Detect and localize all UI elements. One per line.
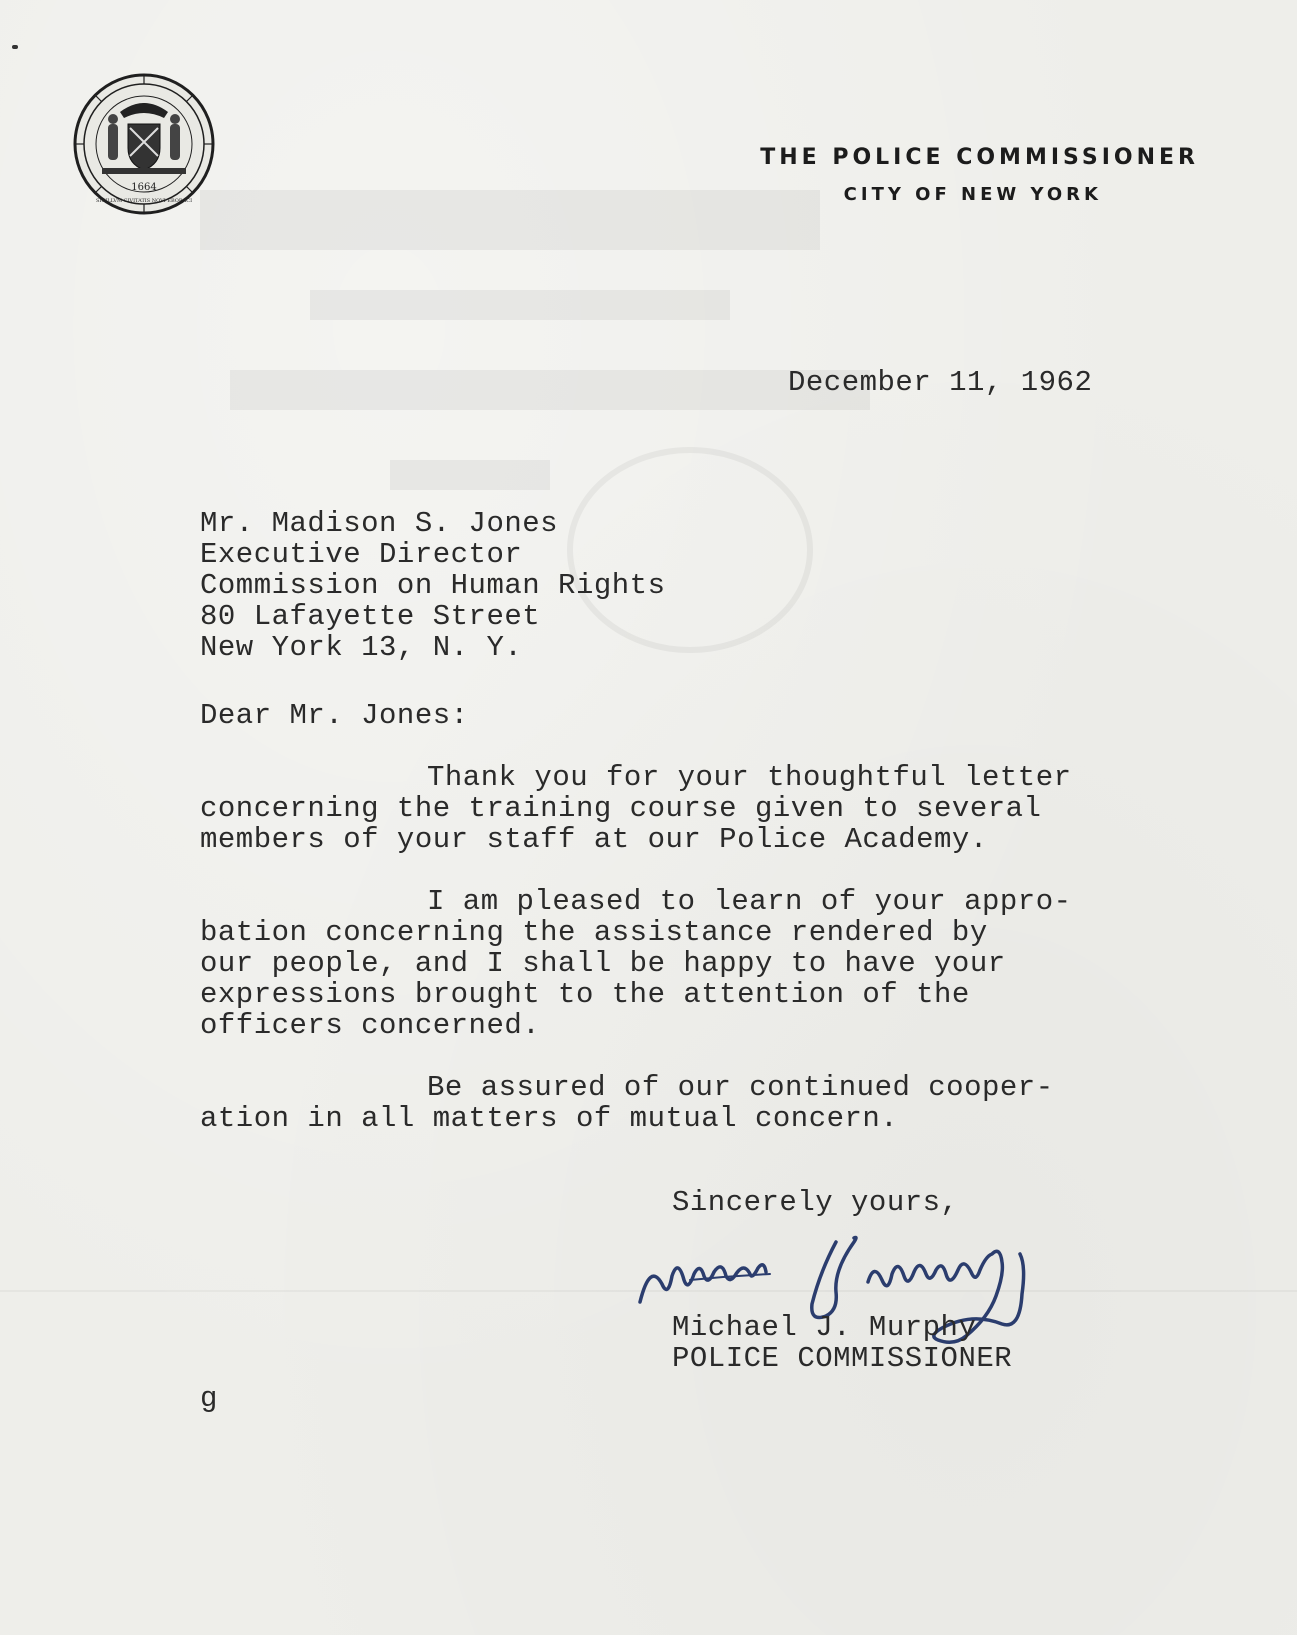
paragraph-3 — [200, 1072, 1200, 1134]
paragraph-line: our people, and I shall be happy to have your — [200, 947, 1006, 980]
closing: Sincerely yours, — [672, 1186, 959, 1219]
signer-title: POLICE COMMISSIONER — [672, 1342, 1013, 1375]
recipient-street: 80 Lafayette Street — [200, 600, 541, 633]
paragraph-line: Thank you for your thoughtful letter — [427, 761, 1072, 794]
paragraph-1 — [200, 762, 1200, 855]
typist-initials: g — [200, 1382, 218, 1415]
letterhead — [760, 145, 1199, 205]
letterhead-subtitle: CITY OF NEW YORK — [843, 184, 1102, 205]
seal-year-text: 1664 — [131, 182, 157, 193]
seal-motto-text: SIGILLVM CIVITATIS NOVI EBORACI — [95, 198, 193, 204]
paragraph-line: members of your staff at our Police Academy. — [200, 823, 988, 856]
paragraph-line: bation concerning the assistance rendered by — [200, 916, 988, 949]
recipient-organization: Commission on Human Rights — [200, 569, 666, 602]
letter-date: December 11, 1962 — [788, 366, 1093, 399]
paragraph-line: I am pleased to learn of your appro- — [427, 885, 1072, 918]
paper-mark — [12, 45, 18, 49]
recipient-city: New York 13, N. Y. — [200, 631, 523, 664]
paragraph-line: officers concerned. — [200, 1009, 541, 1042]
signer-name: Michael J. Murphy — [672, 1311, 977, 1344]
paragraph-line: Be assured of our continued cooper- — [427, 1071, 1054, 1104]
signer-block — [672, 1312, 1012, 1374]
salutation: Dear Mr. Jones: — [200, 699, 469, 732]
letter-body — [200, 762, 1200, 1165]
paragraph-line: expressions brought to the attention of the — [200, 978, 970, 1011]
paragraph-2 — [200, 886, 1200, 1041]
city-seal-icon — [72, 72, 216, 216]
paragraph-line: concerning the training course given to several — [200, 792, 1042, 825]
recipient-title: Executive Director — [200, 538, 523, 571]
recipient-name: Mr. Madison S. Jones — [200, 507, 559, 540]
paragraph-line: ation in all matters of mutual concern. — [200, 1102, 899, 1135]
recipient-address — [200, 508, 665, 663]
letterhead-title: THE POLICE COMMISSIONER — [760, 145, 1199, 170]
